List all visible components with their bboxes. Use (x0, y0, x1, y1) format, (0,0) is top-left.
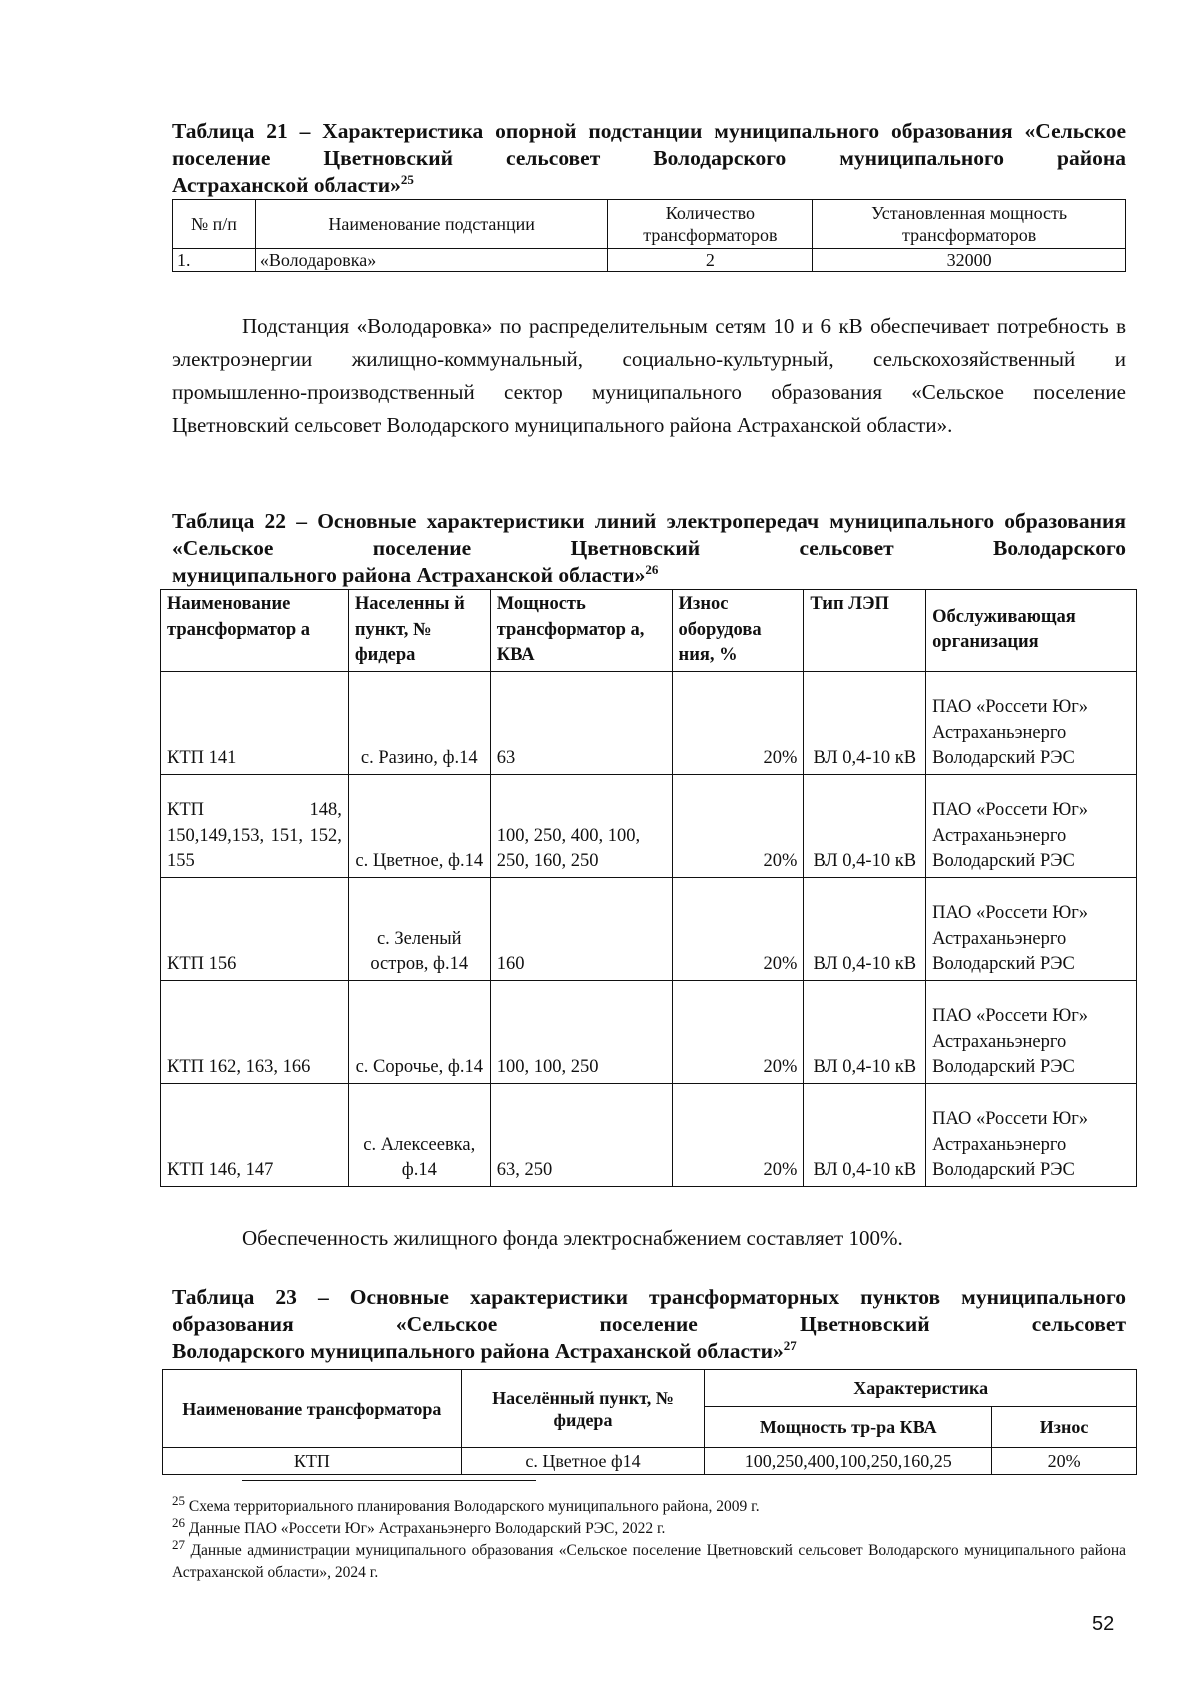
table21-caption-text: Таблица 21 – Характеристика опорной подстанции муниципального образования «Сельское поселение Цветновский сельсовет Володарского муниципального района (172, 119, 1126, 170)
table22-cell-place: с. Цветное, ф.14 (348, 774, 490, 877)
table22-cell-place: с. Алексеевка, ф.14 (348, 1083, 490, 1186)
table22-cell-type: ВЛ 0,4-10 кВ (804, 1083, 926, 1186)
footnote-num: 27 (172, 1536, 185, 1552)
table23-caption-last-line (172, 1338, 1126, 1365)
table21-caption-last-line (172, 172, 1126, 199)
table21-header-power: Установленная мощность трансформаторов (813, 200, 1126, 249)
table-row (161, 1083, 1137, 1186)
footnote-separator (242, 1480, 536, 1481)
table-row (163, 1448, 1137, 1475)
table22-cell-place: с. Сорочье, ф.14 (348, 980, 490, 1083)
table22-cell-org: ПАО «Россети Юг» Астраханьэнерго Володарский РЭС (926, 774, 1137, 877)
paragraph-substation-text: Подстанция «Володаровка» по распределительным сетям 10 и 6 кВ обеспечивает потребность в электроэнергии жилищно-коммунальный, социально-культурный, сельскохозяйственный и промышленно-производственный сектор муниципального образования «Сельское поселение Цветновский сельсовет Володарского муниципального района Астраханской области». (172, 314, 1126, 437)
table22-caption-last: муниципального района Астраханской области» (172, 563, 646, 587)
table23-cell-place: с. Цветное ф14 (461, 1448, 705, 1475)
page-number: 52 (1092, 1613, 1115, 1635)
table22-cell-name: КТП 146, 147 (161, 1083, 349, 1186)
table22-header-org: Обслуживающая организация (926, 590, 1137, 672)
table23-header-wear: Износ (992, 1407, 1137, 1448)
table22-cell-wear: 20% (672, 671, 804, 774)
table22-cell-type: ВЛ 0,4-10 кВ (804, 671, 926, 774)
table23-cell-wear: 20% (992, 1448, 1137, 1475)
table21-header-name: Наименование подстанции (255, 200, 608, 249)
table23-caption (172, 1284, 1126, 1365)
table22-header-power: Мощность трансформатор а, КВА (490, 590, 672, 672)
table22-cell-name: КТП 148, 150,149,153, 151, 152, 155 (161, 774, 349, 877)
table22-cell-wear: 20% (672, 877, 804, 980)
table21-cell-power: 32000 (813, 249, 1126, 272)
table21-cell-name: «Володаровка» (255, 249, 608, 272)
table22-cell-place: с. Зеленый остров, ф.14 (348, 877, 490, 980)
table22-cell-org: ПАО «Россети Юг» Астраханьэнерго Володарский РЭС (926, 1083, 1137, 1186)
table22-header-row (161, 590, 1137, 672)
table23-footnote-ref: 27 (783, 1337, 797, 1353)
table22-caption-last-line (172, 562, 1126, 589)
table22-cell-org: ПАО «Россети Юг» Астраханьэнерго Володарский РЭС (926, 671, 1137, 774)
table22-header-type: Тип ЛЭП (804, 590, 926, 672)
table22-cell-type: ВЛ 0,4-10 кВ (804, 774, 926, 877)
table21-cell-num: 1. (173, 249, 256, 272)
table-row (161, 671, 1137, 774)
paragraph-substation (172, 310, 1126, 442)
table22-header-place: Населенны й пункт, № фидера (348, 590, 490, 672)
table23-caption-last: Володарского муниципального района Астраханской области» (172, 1339, 784, 1363)
table22-caption-text: Таблица 22 – Основные характеристики линий электропередач муниципального образования «Сельское поселение Цветновский сельсовет Володарского (172, 509, 1126, 560)
table23-header-row (163, 1370, 1137, 1407)
table22-cell-power: 100, 100, 250 (490, 980, 672, 1083)
table22-cell-power: 63, 250 (490, 1083, 672, 1186)
table-row (161, 877, 1137, 980)
table22-cell-wear: 20% (672, 980, 804, 1083)
table23 (162, 1369, 1137, 1475)
footnote-text: Данные администрации муниципального образования «Сельское поселение Цветновский сельсовет Володарского муниципального района Астраханской области», 2024 г. (172, 1542, 1126, 1581)
table22-cell-power: 63 (490, 671, 672, 774)
table23-cell-name: КТП (163, 1448, 462, 1475)
table22-cell-type: ВЛ 0,4-10 кВ (804, 980, 926, 1083)
table22-cell-power: 100, 250, 400, 100, 250, 160, 250 (490, 774, 672, 877)
footnote-num: 26 (172, 1514, 185, 1530)
table22-cell-power: 160 (490, 877, 672, 980)
footnote-25 (172, 1492, 1126, 1518)
table22-cell-place: с. Разино, ф.14 (348, 671, 490, 774)
table22-cell-name: КТП 156 (161, 877, 349, 980)
table21-footnote-ref: 25 (400, 171, 414, 187)
table22-cell-wear: 20% (672, 774, 804, 877)
table-row (161, 774, 1137, 877)
table23-header-power: Мощность тр-ра КВА (705, 1407, 992, 1448)
footnote-text: Схема территориального планирования Володарского муниципального района, 2009 г. (188, 1498, 760, 1515)
table22-header-wear: Износ оборудова ния, % (672, 590, 804, 672)
table23-header-place: Населённый пункт, № фидера (461, 1370, 705, 1448)
table22-cell-name: КТП 162, 163, 166 (161, 980, 349, 1083)
table23-header-name: Наименование трансформатора (163, 1370, 462, 1448)
table21-caption (172, 118, 1126, 199)
footnote-27 (172, 1536, 1126, 1584)
table22-header-name: Наименование трансформатор а (161, 590, 349, 672)
footnotes (172, 1492, 1126, 1584)
table23-caption-text: Таблица 23 – Основные характеристики трансформаторных пунктов муниципального образования «Сельское поселение Цветновский сельсовет (172, 1285, 1126, 1336)
table22-cell-name: КТП 141 (161, 671, 349, 774)
table21-header-num: № п/п (173, 200, 256, 249)
table22-cell-wear: 20% (672, 1083, 804, 1186)
table22-cell-org: ПАО «Россети Юг» Астраханьэнерго Володарский РЭС (926, 980, 1137, 1083)
table22-footnote-ref: 26 (645, 561, 659, 577)
footnote-num: 25 (172, 1492, 185, 1508)
table22-caption (172, 508, 1126, 589)
table22 (160, 589, 1137, 1187)
paragraph-supply: Обеспеченность жилищного фонда электроснабжением составляет 100%. (242, 1226, 903, 1250)
table23-header-group: Характеристика (705, 1370, 1137, 1407)
table-row (173, 249, 1126, 272)
table-row (161, 980, 1137, 1083)
table23-cell-power: 100,250,400,100,250,160,25 (705, 1448, 992, 1475)
table22-cell-org: ПАО «Россети Юг» Астраханьэнерго Володарский РЭС (926, 877, 1137, 980)
table22-cell-type: ВЛ 0,4-10 кВ (804, 877, 926, 980)
table21-caption-last: Астраханской области» (172, 173, 401, 197)
table21-cell-count: 2 (608, 249, 813, 272)
table21-header-row (173, 200, 1126, 249)
table21 (172, 199, 1126, 272)
footnote-26 (172, 1514, 1126, 1540)
table21-header-count: Количество трансформаторов (608, 200, 813, 249)
footnote-text: Данные ПАО «Россети Юг» Астраханьэнерго Володарский РЭС, 2022 г. (188, 1520, 666, 1537)
